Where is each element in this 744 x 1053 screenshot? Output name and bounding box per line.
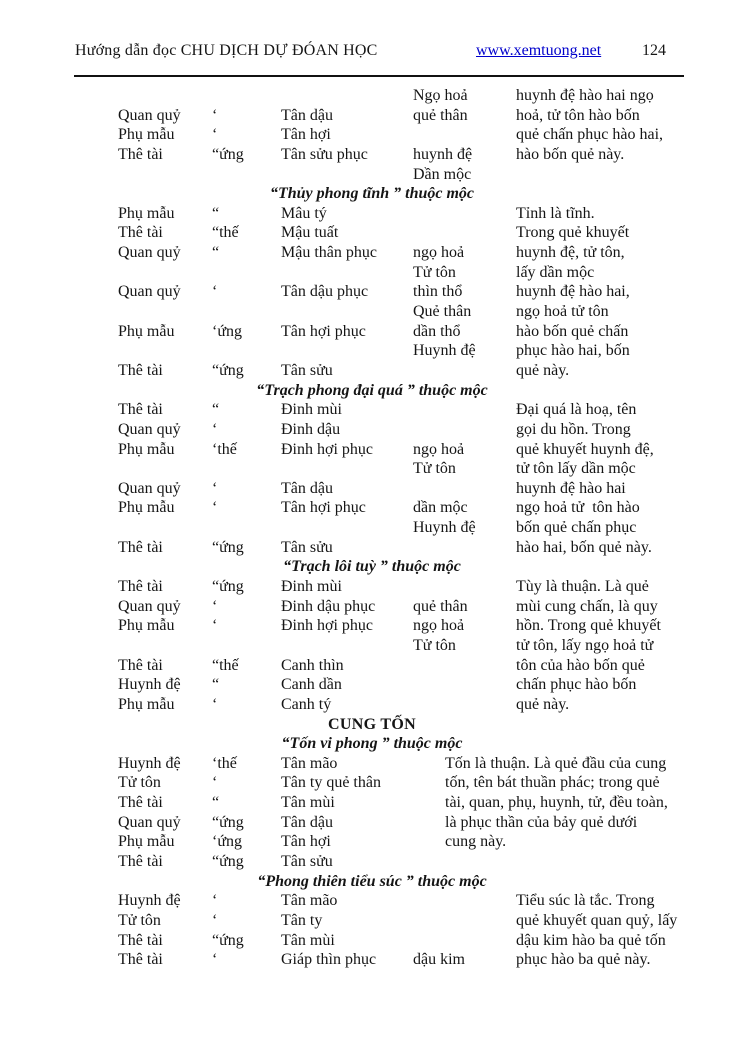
cell-description: tử tôn lấy dần mộc <box>516 460 636 478</box>
section-heading-text: “Tốn vi phong ” thuộc mộc <box>281 735 463 753</box>
cell-description: tài, quan, phụ, huynh, tử, đều toàn, <box>445 794 668 812</box>
cell-luc-than: Thê tài <box>118 578 163 596</box>
cell-description: quẻ khuyết huynh đệ, <box>516 440 654 458</box>
cell-the-ung-mark: ‘ <box>212 283 218 301</box>
cell-can-chi: Tân dậu <box>281 813 333 831</box>
cell-luc-than: Huynh đệ <box>118 676 181 694</box>
cell-description: hào bốn quẻ chấn <box>516 322 629 340</box>
table-row <box>0 86 744 106</box>
cell-the-ung-mark: “ứng <box>212 361 244 379</box>
cell-description: Trong quẻ khuyết <box>516 224 630 242</box>
table-row <box>0 440 744 460</box>
cell-luc-than: Huynh đệ <box>118 754 181 772</box>
cell-phuc-than: Dần mộc <box>413 165 472 183</box>
cell-the-ung-mark: “ứng <box>212 813 244 831</box>
cell-can-chi: Mậu thân phục <box>281 244 377 262</box>
cell-luc-than: Quan quỷ <box>118 420 181 438</box>
table-row <box>0 518 744 538</box>
cell-the-ung-mark: “ứng <box>212 578 244 596</box>
cell-the-ung-mark: “ <box>212 401 220 419</box>
section-heading-text: “Thủy phong tĩnh ” thuộc mộc <box>269 185 475 203</box>
cell-the-ung-mark: ‘ <box>212 892 218 910</box>
cell-description: ngọ hoả tử tôn hào <box>516 499 640 517</box>
cell-can-chi: Tân hợi <box>281 833 331 851</box>
cell-the-ung-mark: “thế <box>212 656 239 674</box>
cell-description: huynh đệ, tử tôn, <box>516 244 625 262</box>
cell-can-chi: Tân hợi <box>281 126 331 144</box>
cell-luc-than: Phụ mẫu <box>118 499 175 517</box>
cell-can-chi: Tân sửu <box>281 361 333 379</box>
cell-can-chi: Canh dần <box>281 676 342 694</box>
table-row <box>0 597 744 617</box>
cell-luc-than: Tử tôn <box>118 774 161 792</box>
cell-the-ung-mark: “ <box>212 204 220 222</box>
cell-phuc-than: dần mộc <box>413 499 468 517</box>
table-row <box>0 950 744 970</box>
cell-description: dậu kim hào ba quẻ tốn <box>516 931 666 949</box>
table-row <box>0 911 744 931</box>
header-rule <box>74 75 684 77</box>
cell-luc-than: Quan quỷ <box>118 244 181 262</box>
cell-description: huynh đệ hào hai, <box>516 283 630 301</box>
section-heading-text: “Trạch phong đại quá ” thuộc mộc <box>256 381 488 399</box>
cell-the-ung-mark: “thế <box>212 224 239 242</box>
section-heading <box>0 381 744 401</box>
cell-phuc-than: Ngọ hoả <box>413 87 468 104</box>
table-row <box>0 204 744 224</box>
cell-description: hào bốn quẻ này. <box>516 145 625 163</box>
cell-can-chi: Tân ty quẻ thân <box>281 774 381 792</box>
page-number: 124 <box>642 42 666 59</box>
cell-description: quẻ này. <box>516 361 570 379</box>
table-row <box>0 793 744 813</box>
table-row <box>0 656 744 676</box>
cell-can-chi: Tân hợi phục <box>281 322 366 340</box>
cell-description: Tiểu súc là tắc. Trong <box>516 892 655 910</box>
cell-luc-than: Phụ mẫu <box>118 126 175 144</box>
cell-the-ung-mark: ‘ <box>212 951 218 969</box>
cell-can-chi: Tân dậu <box>281 106 333 124</box>
cell-description: chấn phục hào bốn <box>516 676 637 694</box>
cell-can-chi: Đinh hợi phục <box>281 617 374 635</box>
cell-phuc-than: quẻ thân <box>413 106 468 124</box>
cell-luc-than: Quan quỷ <box>118 283 181 301</box>
cell-phuc-than: ngọ hoả <box>413 617 465 635</box>
cell-luc-than: Quan quỷ <box>118 813 181 831</box>
cell-description: huynh đệ hào hai ngọ <box>516 87 654 104</box>
cell-the-ung-mark: “ <box>212 676 220 694</box>
table-row <box>0 538 744 558</box>
cell-can-chi: Đinh mùi <box>281 578 342 596</box>
section-heading-text: “Phong thiên tiểu súc ” thuộc mộc <box>257 872 487 890</box>
table-row <box>0 125 744 145</box>
table-row <box>0 479 744 499</box>
header-title: Hướng dẫn đọc CHU DỊCH DỰ ĐÓAN HỌC <box>75 42 378 59</box>
table-row <box>0 400 744 420</box>
cell-the-ung-mark: ‘ <box>212 617 218 635</box>
table-row <box>0 813 744 833</box>
cell-luc-than: Phụ mẫu <box>118 617 175 635</box>
table-row <box>0 498 744 518</box>
table-row <box>0 223 744 243</box>
table-row <box>0 341 744 361</box>
section-heading <box>0 557 744 577</box>
cell-can-chi: Mậu tuất <box>281 224 339 242</box>
cell-can-chi: Đinh dậu phục <box>281 597 376 615</box>
cell-luc-than: Phụ mẫu <box>118 695 175 713</box>
table-row <box>0 852 744 872</box>
cell-luc-than: Quan quỷ <box>118 597 181 615</box>
cell-can-chi: Canh thìn <box>281 656 344 674</box>
cell-luc-than: Thê tài <box>118 538 163 556</box>
cell-description: huynh đệ hào hai <box>516 479 626 497</box>
cell-luc-than: Thê tài <box>118 656 163 674</box>
cell-luc-than: Tử tôn <box>118 911 161 929</box>
cell-phuc-than: ngọ hoả <box>413 244 465 262</box>
cell-the-ung-mark: ‘ứng <box>212 322 242 340</box>
cell-description: cung này. <box>445 833 507 851</box>
cell-description: gọi du hồn. Trong <box>516 420 631 438</box>
cell-can-chi: Tân sửu phục <box>281 145 368 163</box>
cell-can-chi: Tân mão <box>281 754 338 772</box>
cell-the-ung-mark: ‘ <box>212 911 218 929</box>
cell-phuc-than: Tử tôn <box>413 460 456 478</box>
section-heading <box>0 734 744 754</box>
table-row <box>0 832 744 852</box>
cell-description: phục hào hai, bốn <box>516 342 630 360</box>
cell-description: tôn của hào bốn quẻ <box>516 656 645 674</box>
cell-can-chi: Đinh hợi phục <box>281 440 374 458</box>
cell-luc-than: Phụ mẫu <box>118 833 175 851</box>
cell-luc-than: Thê tài <box>118 951 163 969</box>
table-row <box>0 754 744 774</box>
table-row <box>0 459 744 479</box>
cell-the-ung-mark: ‘ <box>212 499 218 517</box>
cell-can-chi: Đinh mùi <box>281 401 342 419</box>
page-header <box>0 42 744 66</box>
table-row <box>0 636 744 656</box>
cell-luc-than: Thê tài <box>118 401 163 419</box>
table-row <box>0 145 744 165</box>
section-heading <box>0 184 744 204</box>
cell-can-chi: Tân dậu <box>281 479 333 497</box>
cell-the-ung-mark: “ <box>212 244 220 262</box>
cell-can-chi: Tân hợi phục <box>281 499 366 517</box>
cell-phuc-than: Tử tôn <box>413 636 456 654</box>
table-row <box>0 891 744 911</box>
cell-the-ung-mark: ‘ <box>212 695 218 713</box>
cell-phuc-than: Huynh đệ <box>413 519 476 537</box>
table-row <box>0 931 744 951</box>
table-row <box>0 165 744 185</box>
cell-the-ung-mark: “ứng <box>212 852 244 870</box>
cell-luc-than: Thê tài <box>118 224 163 242</box>
cell-luc-than: Thê tài <box>118 931 163 949</box>
cell-can-chi: Tân ty <box>281 911 323 929</box>
cell-phuc-than: huynh đệ <box>413 145 473 163</box>
table-row <box>0 263 744 283</box>
cell-the-ung-mark: ‘ <box>212 479 218 497</box>
cell-description: Đại quá là hoạ, tên <box>516 401 637 419</box>
cell-luc-than: Phụ mẫu <box>118 204 175 222</box>
cung-heading-text: CUNG TỐN <box>328 715 416 733</box>
cell-description: phục hào ba quẻ này. <box>516 951 651 969</box>
table-row <box>0 577 744 597</box>
cell-description: ngọ hoả tử tôn <box>516 303 609 321</box>
cell-phuc-than: quẻ thân <box>413 597 468 615</box>
cell-the-ung-mark: “ứng <box>212 931 244 949</box>
table-row <box>0 302 744 322</box>
cell-phuc-than: dần thổ <box>413 322 461 340</box>
cell-description: tốn, tên bát thuần phác; trong quẻ <box>445 774 660 792</box>
cell-luc-than: Phụ mẫu <box>118 440 175 458</box>
cell-can-chi: Tân mùi <box>281 794 335 812</box>
cell-phuc-than: ngọ hoả <box>413 440 465 458</box>
cell-luc-than: Phụ mẫu <box>118 322 175 340</box>
cung-heading <box>0 715 744 735</box>
table-row <box>0 773 744 793</box>
cell-can-chi: Đinh dậu <box>281 420 341 438</box>
cell-phuc-than: Quẻ thân <box>413 303 472 321</box>
table-row <box>0 282 744 302</box>
cell-the-ung-mark: ‘ <box>212 126 218 144</box>
cell-description: là phục thần của bảy quẻ dưới <box>445 813 638 831</box>
cell-luc-than: Thê tài <box>118 145 163 163</box>
cell-phuc-than: thìn thổ <box>413 283 463 301</box>
cell-description: mùi cung chấn, là quy <box>516 597 658 615</box>
section-heading-text: “Trạch lôi tuỳ ” thuộc mộc <box>283 558 461 576</box>
cell-luc-than: Quan quỷ <box>118 479 181 497</box>
cell-phuc-than: Tử tôn <box>413 263 456 281</box>
cell-description: hoả, tử tôn hào bốn <box>516 106 640 124</box>
cell-phuc-than: Huynh đệ <box>413 342 476 360</box>
cell-can-chi: Tân dậu phục <box>281 283 369 301</box>
table-body <box>0 86 744 970</box>
cell-can-chi: Tân mão <box>281 892 338 910</box>
cell-description: bốn quẻ chấn phục <box>516 519 637 537</box>
table-row <box>0 616 744 636</box>
cell-description: quẻ khuyết quan quỷ, lấy <box>516 911 678 929</box>
cell-luc-than: Quan quỷ <box>118 106 181 124</box>
cell-the-ung-mark: ‘thế <box>212 440 237 458</box>
cell-the-ung-mark: ‘ <box>212 774 218 792</box>
cell-description: Tốn là thuận. Là quẻ đầu của cung <box>445 754 667 772</box>
cell-description: lấy dần mộc <box>516 263 595 281</box>
cell-description: tử tôn, lấy ngọ hoả tử <box>516 636 654 654</box>
cell-can-chi: Tân sửu <box>281 538 333 556</box>
cell-description: quẻ này. <box>516 695 570 713</box>
cell-the-ung-mark: ‘ <box>212 597 218 615</box>
cell-the-ung-mark: “ứng <box>212 145 244 163</box>
cell-the-ung-mark: ‘thế <box>212 754 237 772</box>
cell-description: hồn. Trong quẻ khuyết <box>516 617 661 635</box>
cell-description: Tỉnh là tĩnh. <box>516 204 595 222</box>
cell-can-chi: Mâu tý <box>281 204 327 222</box>
cell-the-ung-mark: ‘ <box>212 420 218 438</box>
table-row <box>0 243 744 263</box>
cell-can-chi: Canh tý <box>281 695 332 713</box>
table-row <box>0 695 744 715</box>
cell-the-ung-mark: ‘ <box>212 106 218 124</box>
cell-the-ung-mark: “ứng <box>212 538 244 556</box>
cell-phuc-than: dậu kim <box>413 951 465 969</box>
table-row <box>0 322 744 342</box>
cell-luc-than: Thê tài <box>118 361 163 379</box>
cell-the-ung-mark: ‘ứng <box>212 833 242 851</box>
cell-the-ung-mark: “ <box>212 794 220 812</box>
cell-luc-than: Thê tài <box>118 852 163 870</box>
table-row <box>0 361 744 381</box>
cell-description: Tùy là thuận. Là quẻ <box>516 578 649 596</box>
cell-can-chi: Giáp thìn phục <box>281 951 377 969</box>
table-row <box>0 420 744 440</box>
table-row <box>0 106 744 126</box>
cell-luc-than: Thê tài <box>118 794 163 812</box>
section-heading <box>0 872 744 892</box>
cell-can-chi: Tân sửu <box>281 852 333 870</box>
cell-can-chi: Tân mùi <box>281 931 335 949</box>
cell-description: quẻ chấn phục hào hai, <box>516 126 664 144</box>
cell-description: hào hai, bốn quẻ này. <box>516 538 652 556</box>
cell-luc-than: Huynh đệ <box>118 892 181 910</box>
header-link[interactable]: www.xemtuong.net <box>476 42 602 59</box>
table-row <box>0 675 744 695</box>
